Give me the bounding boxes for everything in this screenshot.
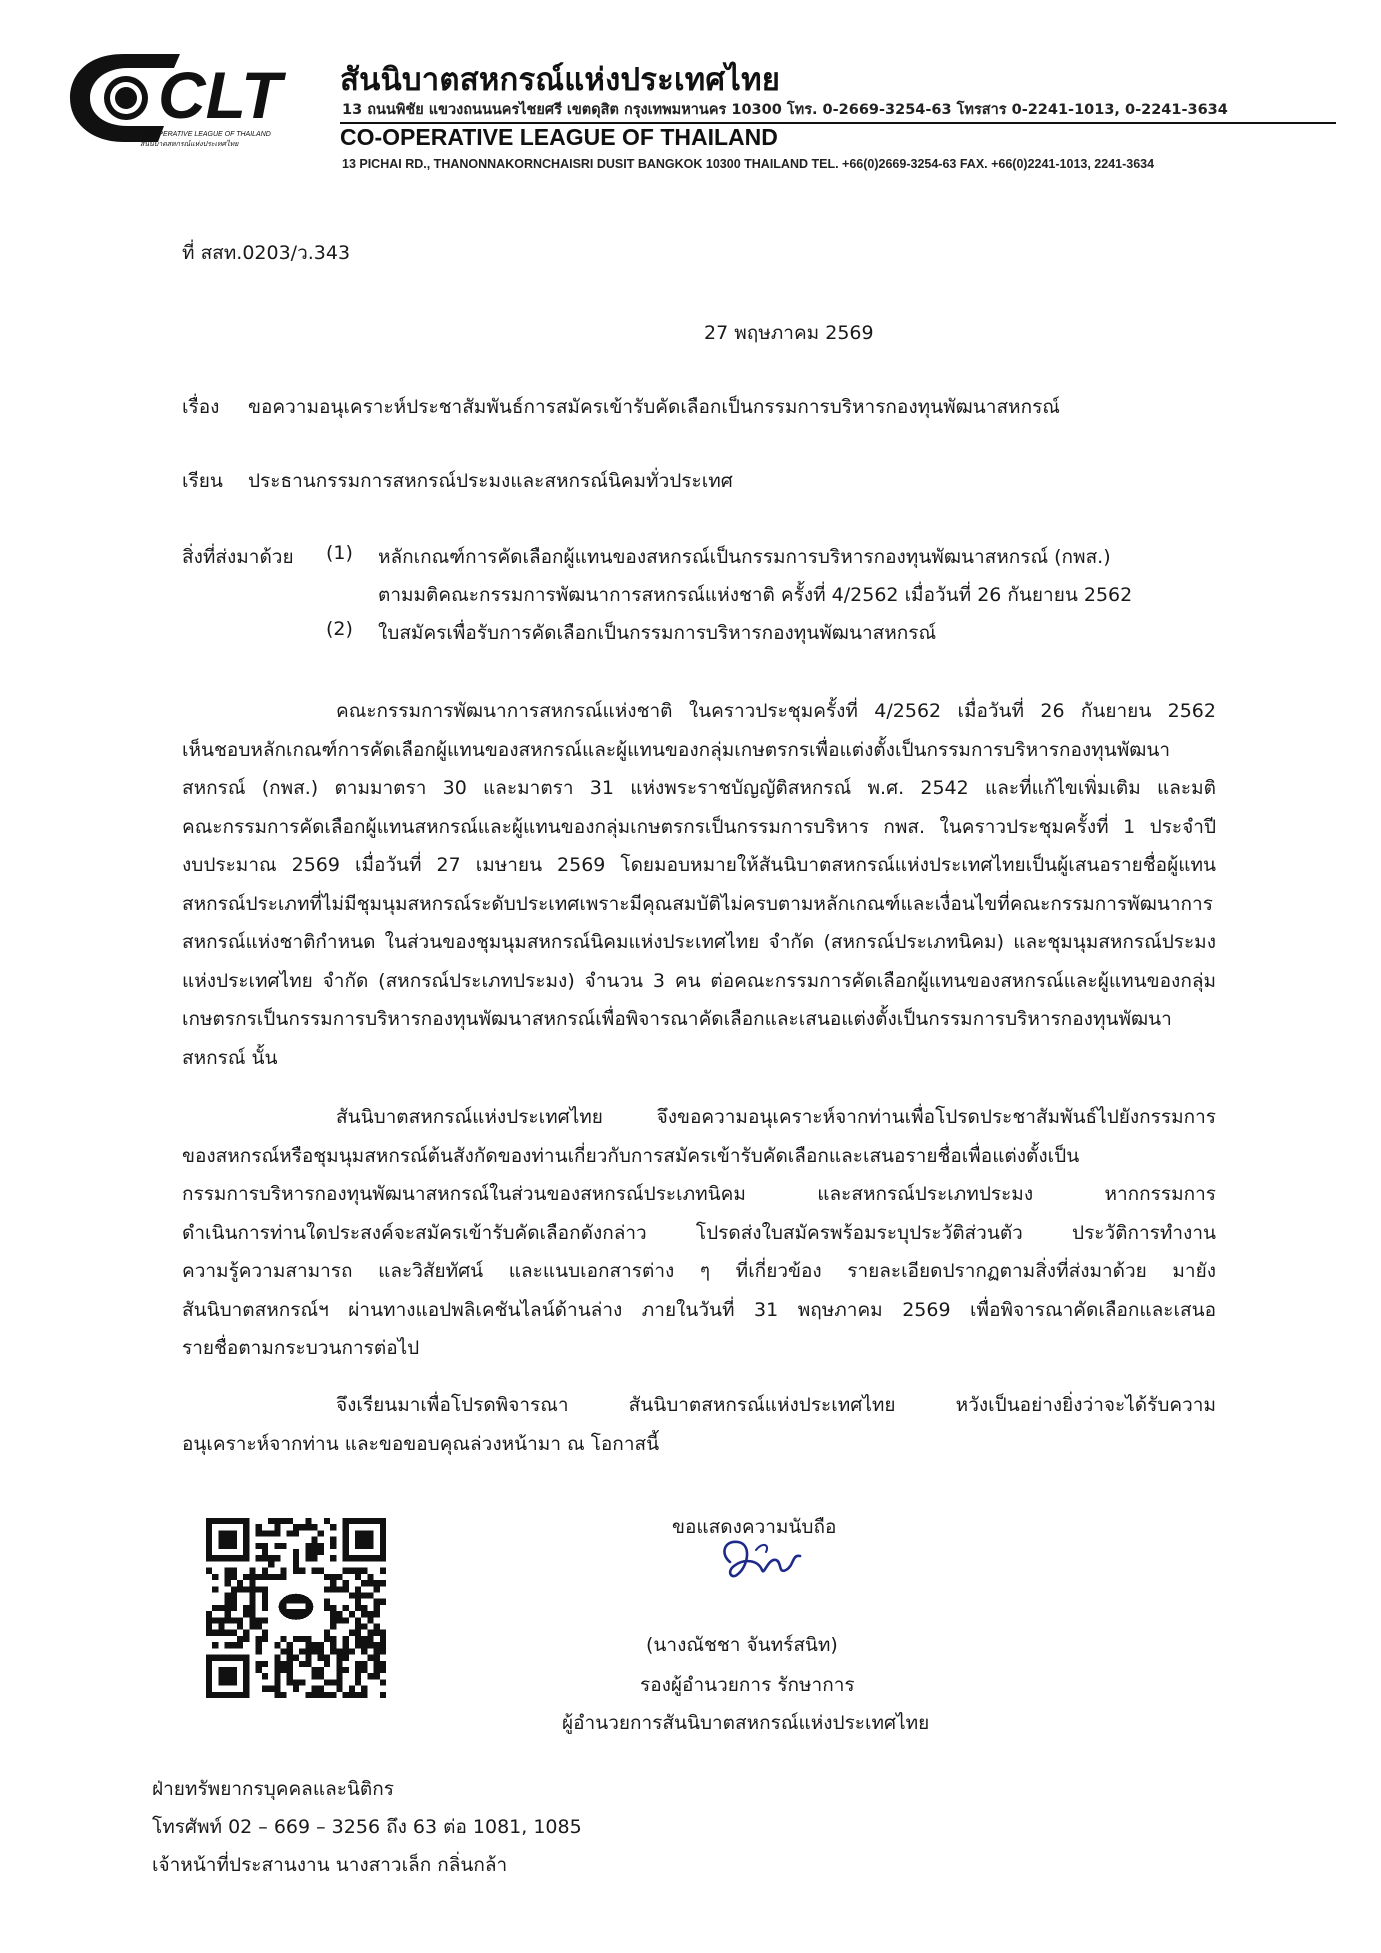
org-address-english: 13 PICHAI RD., THANONNAKORNCHAISRI DUSIT BANGKOK 10300 THAILAND TEL. +66(0)2669-3254-63 FAX. +66(0)2241-1013, 2241-3634 bbox=[342, 157, 1155, 171]
contact-person: เจ้าหน้าที่ประสานงาน นางสาวเล็ก กลิ่นกล้า bbox=[152, 1854, 508, 1876]
logo-text: CLT bbox=[158, 58, 282, 132]
closing-paragraph: จึงเรียนมาเพื่อโปรดพิจารณา สันนิบาตสหกรณ์แห่งประเทศไทย หวังเป็นอย่างยิ่งว่าจะได้รับความ อนุเคราะห์จากท่าน และขอขอบคุณล่วงหน้ามา ณ โอกาสนี้ bbox=[182, 1394, 1216, 1455]
enclosure-number: (1) bbox=[326, 542, 353, 564]
org-logo bbox=[66, 46, 322, 150]
signer-organization-title: ผู้อำนวยการสันนิบาตสหกรณ์แห่งประเทศไทย bbox=[562, 1712, 930, 1734]
org-address-thai: 13 ถนนพิชัย แขวงถนนนครไชยศรี เขตดุสิต กรุงเทพมหานคร 10300 โทร. 0-2669-3254-63 โทรสาร 0-2241-1013, 0-2241-3634 bbox=[342, 102, 1228, 118]
body-paragraph-2: สันนิบาตสหกรณ์แห่งประเทศไทย จึงขอความอนุเคราะห์จากท่านเพื่อโปรดประชาสัมพันธ์ไปยังกรรมการ ของสหกรณ์หรือชุมนุมสหกรณ์ต้นสังกัดของท่านเกี่ยวกับการสมัครเข้ารับคัดเลือกและเสนอรายชื่อเพื่อแต่งตั้งเป็น กรรมการบริหารกองทุนพัฒนาสหกรณ์ในส่วนของสหกรณ์ประเภทนิคม และสหกรณ์ประเภทประมง หากกรรมการ ดำเนินการท่านใดประสงค์จะสมัครเข้ารับคัดเลือกดังกล่าว โปรดส่งใบสมัครพร้อมระบุประวัติส่วนตัว ประวัติการทำงาน ความรู้ความสามารถ และวิสัยทัศน์ และแนบเอกสารต่าง ๆ ที่เกี่ยวข้อง รายละเอียดปรากฏตามสิ่งที่ส่งมาด้วย มายัง สันนิบาตสหกรณ์ฯ ผ่านทางแอปพลิเคชันไลน์ด้านล่าง ภายในวันที่ 31 พฤษภาคม 2569 เพื่อพิจารณาคัดเลือกและเสนอ รายชื่อตามกระบวนการต่อไป bbox=[182, 1106, 1216, 1359]
contact-phone: โทรศัพท์ 02 – 669 – 3256 ถึง 63 ต่อ 1081, 1085 bbox=[152, 1816, 582, 1838]
body-paragraph-1: คณะกรรมการพัฒนาการสหกรณ์แห่งชาติ ในคราวประชุมครั้งที่ 4/2562 เมื่อวันที่ 26 กันยายน 2562 เห็นชอบหลักเกณฑ์การคัดเลือกผู้แทนของสหกรณ์และผู้แทนของกลุ่มเกษตรกรเพื่อแต่งตั้งเป็นกรรมการบริหารกองทุนพัฒนา สหกรณ์ (กพส.) ตามมาตรา 30 และมาตรา 31 แห่งพระราชบัญญัติสหกรณ์ พ.ศ. 2542 และที่แก้ไขเพิ่มเติม และมติ คณะกรรมการคัดเลือกผู้แทนสหกรณ์และผู้แทนของกลุ่มเกษตรกรเป็นกรรมการบริหาร กพส. ในคราวประชุมครั้งที่ 1 ประจำปี งบประมาณ 2569 เมื่อวันที่ 27 เมษายน 2569 โดยมอบหมายให้สันนิบาตสหกรณ์แห่งประเทศไทยเป็นผู้เสนอรายชื่อผู้แทน สหกรณ์ประเภทที่ไม่มีชุมนุมสหกรณ์ระดับประเทศเพราะมีคุณสมบัติไม่ครบตามหลักเกณฑ์และเงื่อนไขที่คณะกรรมการพัฒนาการ สหกรณ์แห่งชาติกำหนด ในส่วนของชุมนุมสหกรณ์นิคมแห่งประเทศไทย จำกัด (สหกรณ์ประเภทนิคม) และชุมนุมสหกรณ์ประมง แห่งประเทศไทย จำกัด (สหกรณ์ประเภทประมง) จำนวน 3 คน ต่อคณะกรรมการคัดเลือกผู้แทนของสหกรณ์และผู้แทนของกลุ่ม เกษตรกรเป็นกรรมการบริหารกองทุนพัฒนาสหกรณ์เพื่อพิจารณาคัดเลือกและเสนอแต่งตั้งเป็นกรรมการบริหารกองทุนพัฒนา สหกรณ์ นั้น bbox=[182, 700, 1216, 1069]
signer-title: รองผู้อำนวยการ รักษาการ bbox=[640, 1674, 855, 1696]
svg-text:สันนิบาตสหกรณ์แห่งประเทศไทย: สันนิบาตสหกรณ์แห่งประเทศไทย bbox=[140, 140, 239, 148]
line-qr-code[interactable] bbox=[206, 1518, 386, 1698]
signature bbox=[708, 1532, 818, 1592]
closing-salutation: ขอแสดงความนับถือ bbox=[672, 1516, 837, 1538]
line-app-icon bbox=[274, 1586, 317, 1629]
subject-text: ขอความอนุเคราะห์ประชาสัมพันธ์การสมัครเข้ารับคัดเลือกเป็นกรรมการบริหารกองทุนพัฒนาสหกรณ์ bbox=[248, 396, 1060, 418]
enclosure-item-cont: ตามมติคณะกรรมการพัฒนาการสหกรณ์แห่งชาติ ครั้งที่ 4/2562 เมื่อวันที่ 26 กันยายน 2562 bbox=[378, 584, 1133, 606]
org-name-thai: สันนิบาตสหกรณ์แห่งประเทศไทย bbox=[340, 62, 781, 98]
reference-number: ที่ สสท.0203/ว.343 bbox=[182, 242, 351, 264]
enclosure-item: ใบสมัครเพื่อรับการคัดเลือกเป็นกรรมการบริหารกองทุนพัฒนาสหกรณ์ bbox=[378, 622, 937, 644]
addressee-label: เรียน bbox=[182, 470, 223, 492]
department-name: ฝ่ายทรัพยากรบุคคลและนิติกร bbox=[152, 1778, 394, 1800]
enclosure-item: หลักเกณฑ์การคัดเลือกผู้แทนของสหกรณ์เป็นกรรมการบริหารกองทุนพัฒนาสหกรณ์ (กพส.) bbox=[378, 546, 1111, 568]
svg-text:CO-OPERATIVE LEAGUE OF THAILAN: CO-OPERATIVE LEAGUE OF THAILAND bbox=[140, 131, 271, 138]
org-name-english: CO-OPERATIVE LEAGUE OF THAILAND bbox=[340, 124, 778, 150]
subject-label: เรื่อง bbox=[182, 396, 220, 418]
signer-name: (นางณัชชา จันทร์สนิท) bbox=[646, 1634, 838, 1656]
addressee-text: ประธานกรรมการสหกรณ์ประมงและสหกรณ์นิคมทั่วประเทศ bbox=[248, 470, 733, 492]
letter-date: 27 พฤษภาคม 2569 bbox=[704, 322, 874, 344]
enclosure-number: (2) bbox=[326, 618, 353, 640]
enclosures-label: สิ่งที่ส่งมาด้วย bbox=[182, 546, 294, 568]
